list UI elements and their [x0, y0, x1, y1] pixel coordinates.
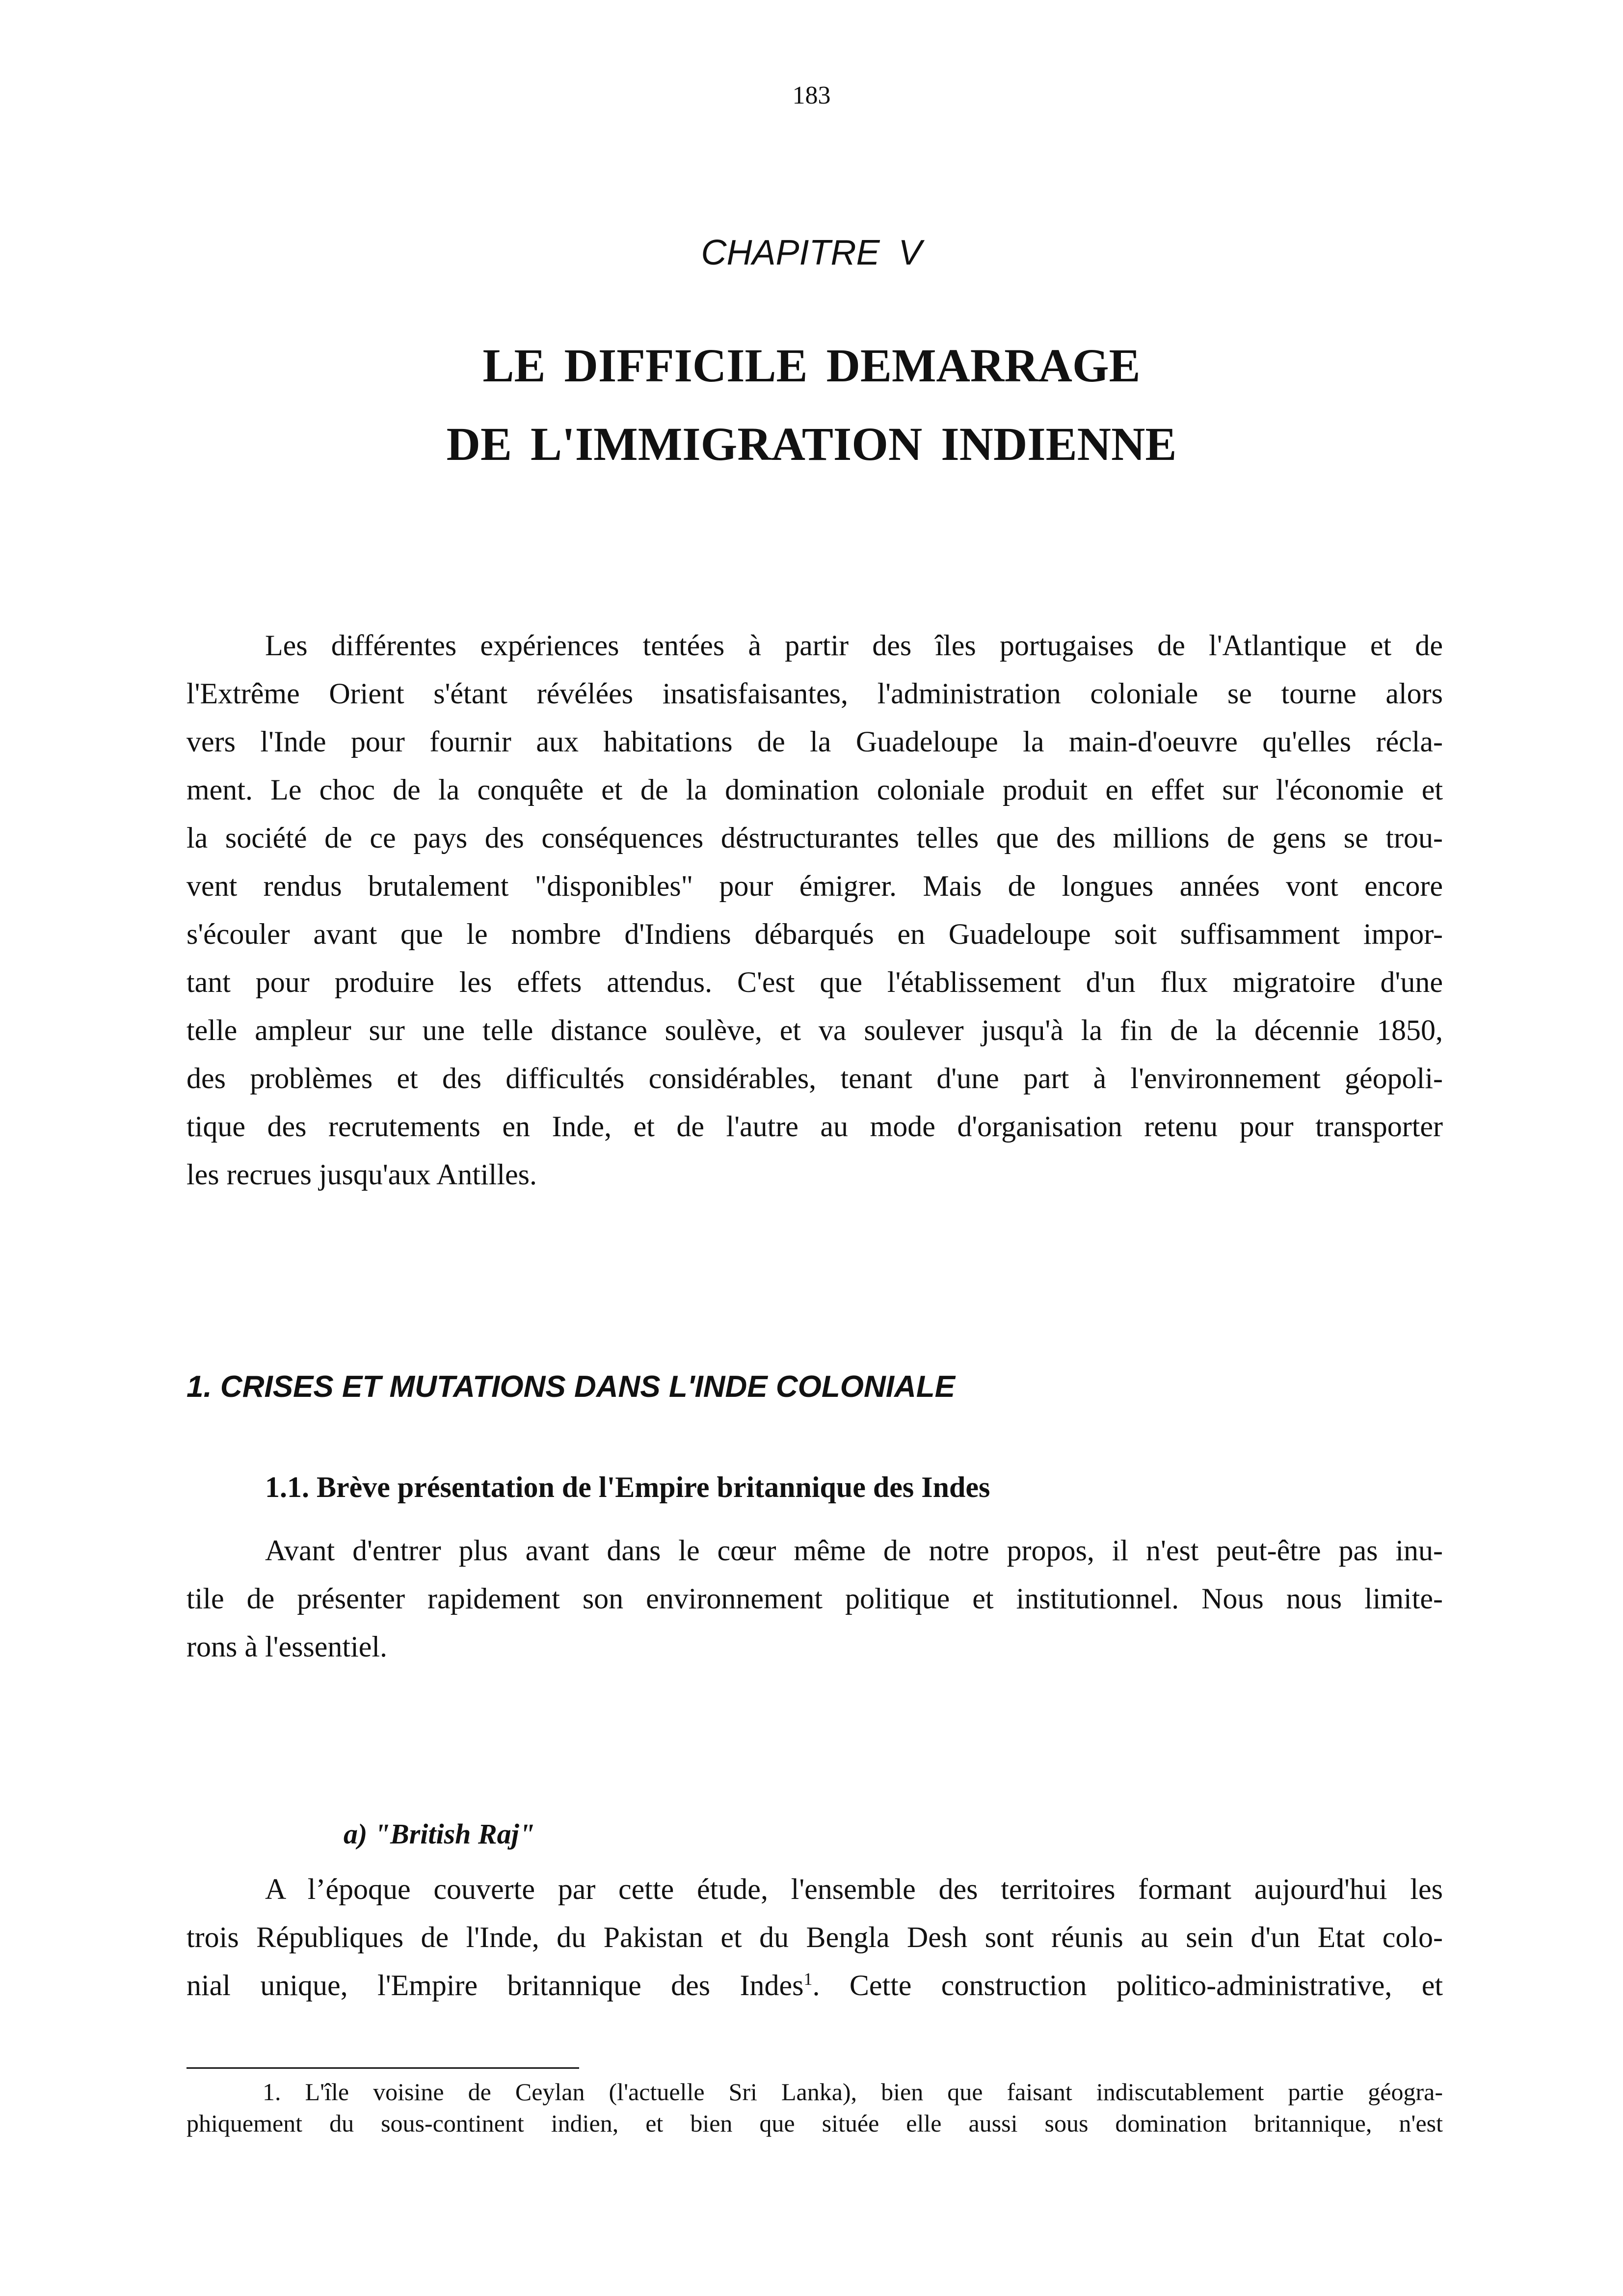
text-line: des problèmes et des difficultés considérables, tenant d'une part à l'environnement géopoli- — [186, 1062, 1443, 1095]
text-line: trois Républiques de l'Inde, du Pakistan et du Bengla Desh sont réunis au sein d'un Etat colo- — [186, 1921, 1443, 1953]
subsection-heading: 1.1. Brève présentation de l'Empire britannique des Indes — [265, 1471, 990, 1503]
text-line: rons à l'essentiel. — [186, 1630, 388, 1663]
footnote-divider — [186, 2067, 579, 2069]
section-heading: 1. CRISES ET MUTATIONS DANS L'INDE COLONIALE — [186, 1370, 955, 1404]
text-segment: . Cette construction politico-administrative, et — [812, 1969, 1443, 2002]
text-line: vent rendus brutalement "disponibles" pour émigrer. Mais de longues années vont encore — [186, 870, 1443, 902]
text-line: tant pour produire les effets attendus. C'est que l'établissement d'un flux migratoire d'une — [186, 966, 1443, 998]
text-line: Avant d'entrer plus avant dans le cœur même de notre propos, il n'est peut-être pas inu- — [265, 1534, 1443, 1567]
chapter-label: CHAPITRE V — [701, 233, 922, 272]
text-line: les recrues jusqu'aux Antilles. — [186, 1158, 537, 1191]
footnote-reference[interactable]: 1 — [803, 1969, 813, 1989]
chapter-title-line-2: DE L'IMMIGRATION INDIENNE — [446, 418, 1177, 470]
page-number: 183 — [792, 81, 831, 109]
chapter-title-line-1: LE DIFFICILE DEMARRAGE — [482, 339, 1141, 392]
text-line: telle ampleur sur une telle distance soulève, et va soulever jusqu'à la fin de la décennie 1850, — [186, 1014, 1443, 1046]
text-line: Les différentes expériences tentées à partir des îles portugaises de l'Atlantique et de — [265, 629, 1443, 662]
text-line: ment. Le choc de la conquête et de la domination coloniale produit en effet sur l'économie et — [186, 774, 1443, 806]
intro-paragraph — [186, 621, 1443, 1199]
text-line: vers l'Inde pour fournir aux habitations de la Guadeloupe la main-d'oeuvre qu'elles récla- — [186, 725, 1443, 758]
text-line-with-footnote — [186, 1961, 1443, 2009]
text-line: s'écouler avant que le nombre d'Indiens débarqués en Guadeloupe soit suffisamment impor- — [186, 918, 1443, 950]
text-line: tique des recrutements en Inde, et de l'autre au mode d'organisation retenu pour transporter — [186, 1110, 1443, 1143]
footnote — [186, 2076, 1443, 2139]
text-line: tile de présenter rapidement son environnement politique et institutionnel. Nous nous limite- — [186, 1582, 1443, 1615]
text-segment: nial unique, l'Empire britannique des Indes — [186, 1969, 804, 2002]
subsub-heading: a) "British Raj" — [344, 1818, 535, 1850]
british-raj-paragraph — [186, 1865, 1443, 2009]
footnote-line: phiquement du sous-continent indien, et bien que située elle aussi sous domination britannique, n'est — [186, 2109, 1443, 2137]
text-line: la société de ce pays des conséquences déstructurantes telles que des millions de gens se trou- — [186, 822, 1443, 854]
footnote-line: 1. L'île voisine de Ceylan (l'actuelle Sri Lanka), bien que faisant indiscutablement partie géogra- — [263, 2078, 1443, 2106]
text-line: A l’époque couverte par cette étude, l'ensemble des territoires formant aujourd'hui les — [265, 1873, 1443, 1905]
text-line: l'Extrême Orient s'étant révélées insatisfaisantes, l'administration coloniale se tourne alors — [186, 677, 1443, 710]
subsection-paragraph — [186, 1526, 1443, 1671]
